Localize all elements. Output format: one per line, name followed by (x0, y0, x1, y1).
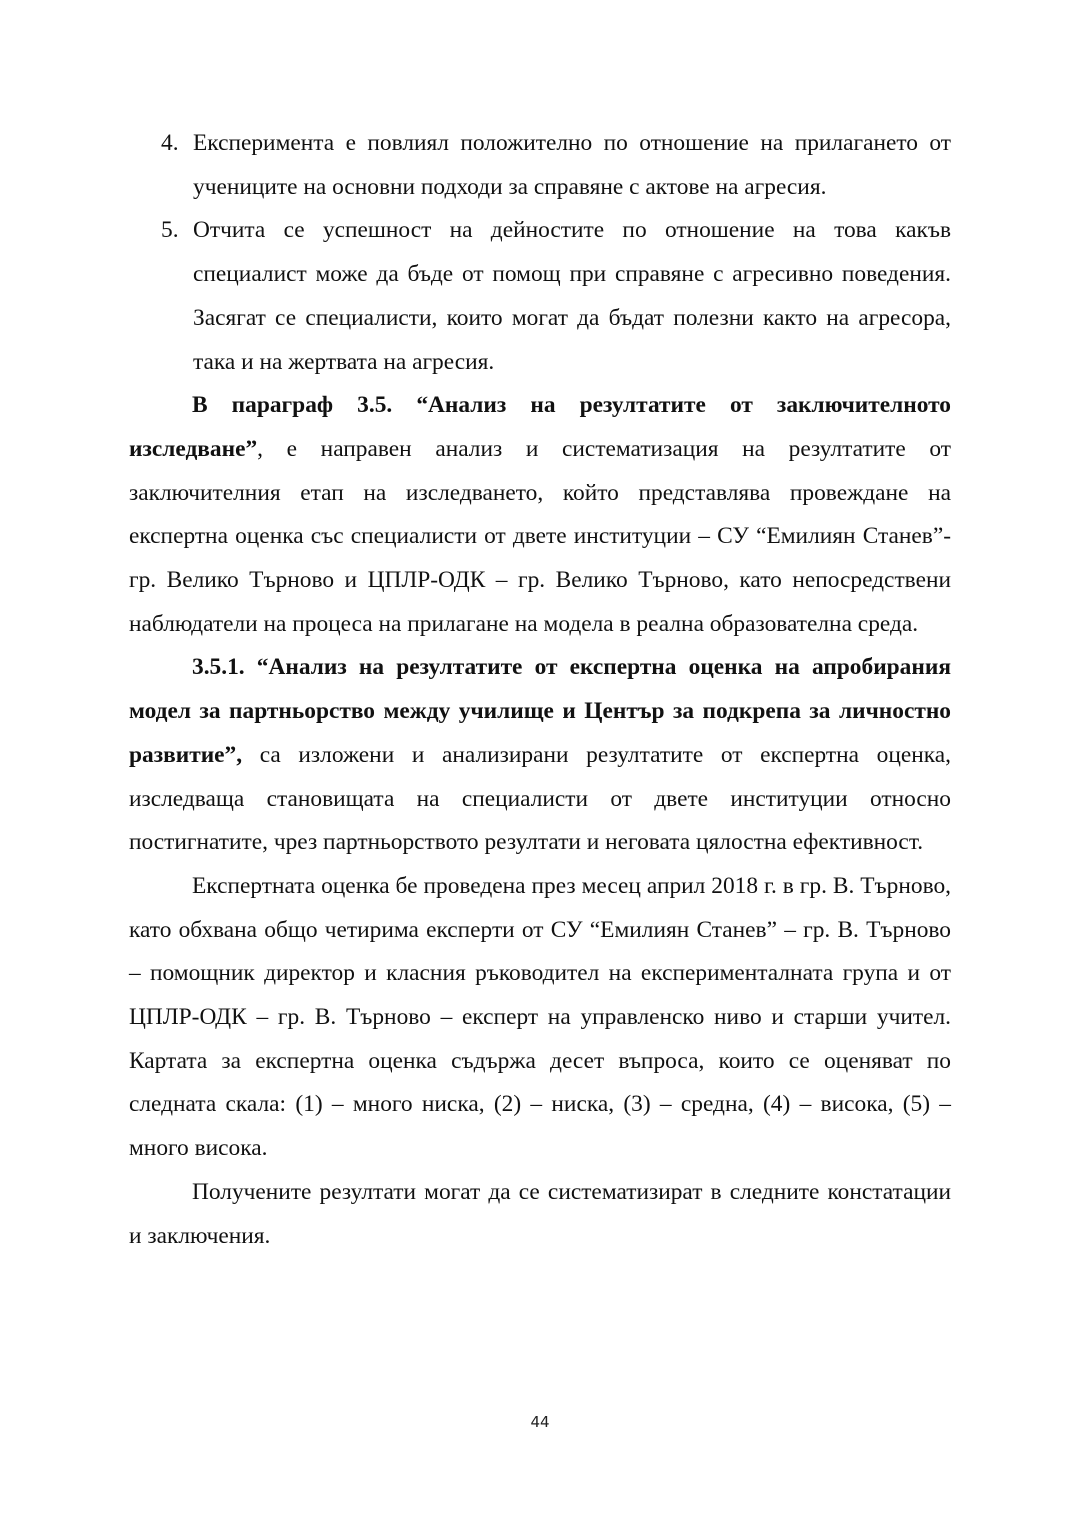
paragraph-text: Получените резултати могат да се систематизират в следните констатации и заключения. (129, 1178, 951, 1249)
list-item (129, 209, 951, 384)
numbered-list (129, 122, 951, 384)
list-item-number: 5. (161, 217, 179, 244)
paragraph-text: са изложени и анализирани резултатите от експертна оценка, изследваща становищата на специалисти от двете институции относно постигнатите, чрез партньорството резултати и неговата цялостна ефективност. (129, 741, 951, 856)
list-item-text: Отчита се успешност на дейностите по отношение на това какъв специалист може да бъде от помощ при справяне с агресивно поведения. Засягат се специалисти, които могат да бъдат полезни както на агресора, така и на жертвата на агресия. (193, 217, 951, 375)
document-body (129, 122, 951, 1258)
paragraph-section-3-5-1 (129, 646, 951, 865)
paragraph-text: , е направен анализ и систематизация на резултатите от заключителния етап на изследването, който представлява провеждане на експертна оценка със специалисти от двете институции – СУ “Емилиян Станев”- гр. Велико Търново и ЦПЛР-ОДК – гр. Велико Търново, като непосредствени наблюдатели на процеса на прилагане на модела в реална образователна среда. (129, 435, 951, 637)
list-item (129, 122, 951, 209)
page-number: 44 (530, 1413, 550, 1431)
list-item-number: 4. (161, 130, 179, 156)
paragraph-section-3-5 (129, 384, 951, 646)
section-heading-inline: В параграф 3.5. “Анализ на резултатите от заключителното изследване” (129, 392, 951, 462)
list-item-text: Експеримента е повлиял положително по отношение на прилагането от учениците на основни подходи за справяне с актове на агресия. (193, 130, 951, 200)
paragraph-results (129, 1171, 951, 1258)
paragraph-expert-assessment (129, 865, 951, 1171)
paragraph-text: Експертната оценка бе проведена през месец април 2018 г. в гр. В. Търново, като обхвана общо четирима експерти от СУ “Емилиян Станев” – гр. В. Търново – помощник директор и класния ръководител на експерименталната група и от ЦПЛР-ОДК – гр. В. Търново – експерт на управленско ниво и старши учител. Картата за експертна оценка съдържа десет въпроса, които се оценяват по следната скала: (1) – много ниска, (2) – ниска, (3) – средна, (4) – висока, (5) – много висока. (129, 872, 951, 1162)
subsection-heading-inline: 3.5.1. “Анализ на резултатите от експертна оценка на апробирания модел за партньорство между училище и Център за подкрепа за личностно развитие”, (129, 654, 951, 768)
